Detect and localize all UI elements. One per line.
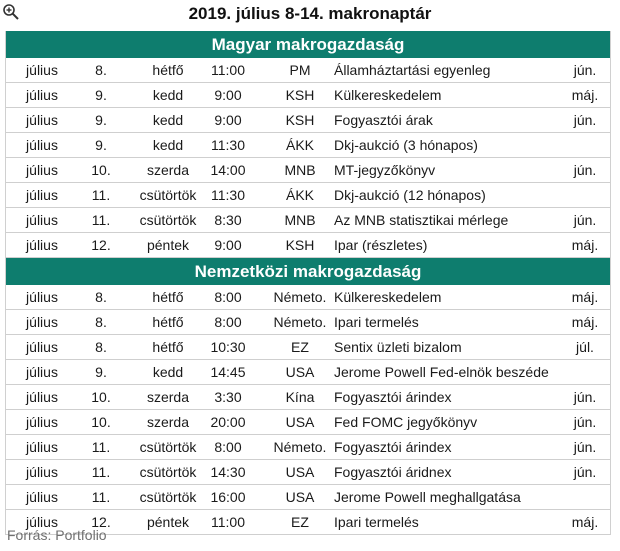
cell-source: Németo. xyxy=(273,314,327,330)
cell-time: 10:30 xyxy=(210,339,246,355)
cell-time: 9:00 xyxy=(214,87,242,103)
cell-month: július xyxy=(26,489,58,505)
cell-period: jún. xyxy=(573,62,597,78)
cell-month: július xyxy=(26,389,58,405)
cell-period: jún. xyxy=(573,112,597,128)
table-row xyxy=(6,360,610,385)
table-row xyxy=(6,410,610,435)
cell-month: július xyxy=(26,414,58,430)
cell-time: 11:30 xyxy=(211,187,245,203)
cell-month: július xyxy=(26,439,58,455)
cell-day: 9. xyxy=(95,87,107,103)
cell-event: Fogyasztói árindex xyxy=(334,439,452,455)
cell-month: július xyxy=(26,112,58,128)
cell-source: ÁKK xyxy=(285,187,314,203)
cell-day: 11. xyxy=(91,464,111,480)
cell-month: július xyxy=(26,137,58,153)
cell-day: 10. xyxy=(91,389,111,405)
cell-time: 8:30 xyxy=(214,212,242,228)
cell-event: Fogyasztói árak xyxy=(334,112,433,128)
cell-period: máj. xyxy=(571,514,599,530)
cell-source: USA xyxy=(285,489,315,505)
cell-month: július xyxy=(26,314,58,330)
cell-source: USA xyxy=(285,364,315,380)
cell-period: jún. xyxy=(573,162,597,178)
cell-time: 20:00 xyxy=(210,414,246,430)
cell-time: 16:00 xyxy=(210,489,246,505)
cell-source: MNB xyxy=(284,162,316,178)
cell-weekday: szerda xyxy=(146,162,190,178)
cell-period: máj. xyxy=(571,289,599,305)
source-note: Forrás: Portfolio xyxy=(7,527,107,543)
cell-time: 14:30 xyxy=(210,464,246,480)
cell-month: július xyxy=(26,162,58,178)
cell-day: 11. xyxy=(91,439,111,455)
section-international-rows xyxy=(6,285,610,535)
cell-period: máj. xyxy=(571,237,599,253)
cell-weekday: csütörtök xyxy=(139,212,197,228)
cell-month: július xyxy=(26,212,58,228)
cell-time: 3:30 xyxy=(214,389,242,405)
cell-weekday: kedd xyxy=(152,364,184,380)
cell-month: július xyxy=(26,62,58,78)
cell-period: máj. xyxy=(571,87,599,103)
cell-weekday: csütörtök xyxy=(139,464,197,480)
table-row xyxy=(6,233,610,258)
cell-weekday: péntek xyxy=(146,514,190,530)
cell-source: USA xyxy=(285,464,315,480)
cell-source: KSH xyxy=(285,237,315,253)
table-row xyxy=(6,208,610,233)
section-header-international: Nemzetközi makrogazdaság xyxy=(6,258,610,285)
cell-event: Fed FOMC jegyőkönyv xyxy=(334,414,478,430)
cell-weekday: hétfő xyxy=(152,339,184,355)
cell-time: 11:30 xyxy=(211,137,245,153)
cell-event: Dkj-aukció (3 hónapos) xyxy=(334,137,478,153)
cell-time: 8:00 xyxy=(214,439,242,455)
cell-time: 14:00 xyxy=(210,162,246,178)
cell-time: 11:00 xyxy=(211,514,245,530)
cell-source: KSH xyxy=(285,112,315,128)
cell-day: 9. xyxy=(95,364,107,380)
table-row xyxy=(6,335,610,360)
cell-day: 9. xyxy=(95,137,107,153)
cell-weekday: szerda xyxy=(146,389,190,405)
cell-source: PM xyxy=(289,62,311,78)
cell-day: 8. xyxy=(95,62,107,78)
table-row xyxy=(6,460,610,485)
cell-weekday: kedd xyxy=(152,112,184,128)
cell-weekday: hétfő xyxy=(152,289,184,305)
cell-month: július xyxy=(26,464,58,480)
cell-event: Külkereskedelem xyxy=(334,87,442,103)
cell-event: Jerome Powell Fed-elnök beszéde xyxy=(334,364,549,380)
cell-period: jún. xyxy=(573,464,597,480)
cell-day: 11. xyxy=(91,187,111,203)
table-row xyxy=(6,310,610,335)
cell-source: EZ xyxy=(291,514,309,530)
cell-day: 8. xyxy=(95,339,107,355)
cell-month: július xyxy=(26,514,58,530)
cell-time: 8:00 xyxy=(214,289,242,305)
cell-weekday: kedd xyxy=(152,137,184,153)
cell-month: július xyxy=(26,237,58,253)
cell-period: máj. xyxy=(571,314,599,330)
table-row xyxy=(6,485,610,510)
cell-event: Ipari termelés xyxy=(334,514,419,530)
cell-day: 11. xyxy=(91,212,111,228)
cell-weekday: hétfő xyxy=(152,62,184,78)
table-row xyxy=(6,108,610,133)
cell-event: Ipar (részletes) xyxy=(334,237,428,253)
cell-event: Az MNB statisztikai mérlege xyxy=(334,212,509,228)
cell-day: 12. xyxy=(91,237,111,253)
cell-day: 8. xyxy=(95,314,107,330)
cell-period: jún. xyxy=(573,389,597,405)
table-row xyxy=(6,385,610,410)
cell-event: Külkereskedelem xyxy=(334,289,442,305)
cell-day: 11. xyxy=(91,489,111,505)
cell-event: Államháztartási egyenleg xyxy=(334,62,491,78)
cell-weekday: szerda xyxy=(146,414,190,430)
table-row xyxy=(6,158,610,183)
cell-weekday: csütörtök xyxy=(139,489,197,505)
table-row xyxy=(6,133,610,158)
cell-month: július xyxy=(26,87,58,103)
cell-month: július xyxy=(26,339,58,355)
cell-month: július xyxy=(26,364,58,380)
cell-day: 8. xyxy=(95,289,107,305)
cell-time: 11:00 xyxy=(211,62,245,78)
cell-month: július xyxy=(26,187,58,203)
cell-weekday: hétfő xyxy=(152,314,184,330)
cell-period: jún. xyxy=(573,439,597,455)
cell-day: 12. xyxy=(91,514,111,530)
cell-time: 9:00 xyxy=(214,112,242,128)
cell-source: KSH xyxy=(285,87,315,103)
cell-time: 14:45 xyxy=(210,364,246,380)
cell-event: Fogyasztói árindex xyxy=(334,389,452,405)
cell-event: Jerome Powell meghallgatása xyxy=(334,489,521,505)
cell-event: Dkj-aukció (12 hónapos) xyxy=(334,187,486,203)
cell-day: 10. xyxy=(91,414,111,430)
cell-time: 9:00 xyxy=(214,237,242,253)
cell-source: USA xyxy=(285,414,315,430)
cell-period: jún. xyxy=(573,414,597,430)
cell-source: EZ xyxy=(291,339,309,355)
cell-weekday: kedd xyxy=(152,87,184,103)
section-header-hungarian: Magyar makrogazdaság xyxy=(6,31,610,58)
table-row xyxy=(6,58,610,83)
cell-source: Németo. xyxy=(273,289,327,305)
cell-day: 9. xyxy=(95,112,107,128)
cell-event: Fogyasztói áridnex xyxy=(334,464,452,480)
table-row xyxy=(6,83,610,108)
table-row xyxy=(6,285,610,310)
cell-weekday: csütörtök xyxy=(139,187,197,203)
cell-source: Kína xyxy=(285,389,315,405)
table-row xyxy=(6,183,610,208)
page-title: 2019. július 8-14. makronaptár xyxy=(188,4,432,23)
cell-event: Ipari termelés xyxy=(334,314,419,330)
cell-time: 8:00 xyxy=(214,314,242,330)
cell-month: július xyxy=(26,289,58,305)
cell-event: MT-jegyzőkönyv xyxy=(334,162,436,178)
cell-day: 10. xyxy=(91,162,111,178)
cell-period: jún. xyxy=(573,212,597,228)
table-row xyxy=(6,435,610,460)
cell-source: ÁKK xyxy=(285,137,314,153)
calendar-table xyxy=(5,31,611,535)
cell-period: júl. xyxy=(576,339,594,355)
cell-event: Sentix üzleti bizalom xyxy=(334,339,462,355)
cell-source: MNB xyxy=(284,212,316,228)
cell-source: Németo. xyxy=(273,439,327,455)
cell-weekday: péntek xyxy=(146,237,190,253)
section-hungarian-rows xyxy=(6,58,610,258)
cell-weekday: csütörtök xyxy=(139,439,197,455)
